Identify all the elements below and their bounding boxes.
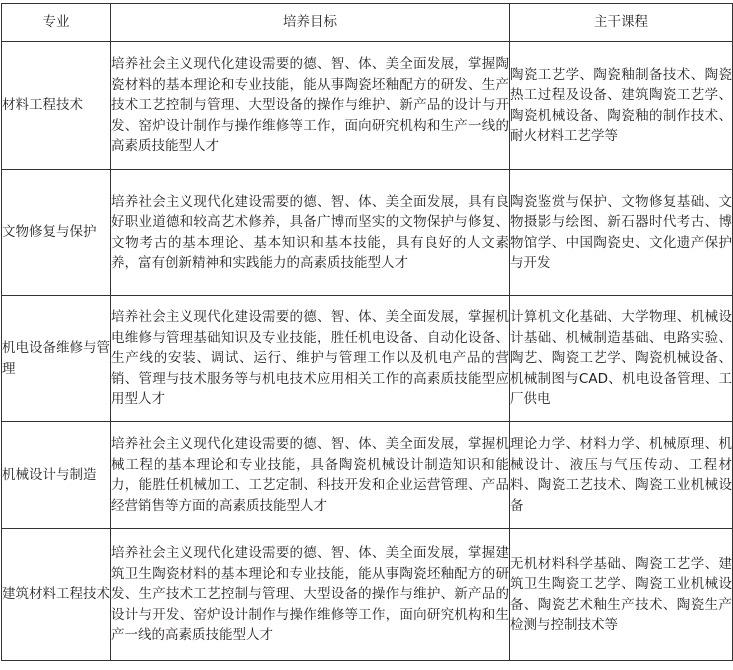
major-cell: 文物修复与保护: [2, 170, 111, 296]
header-major: 专业: [2, 4, 111, 42]
goal-cell: [111, 42, 510, 170]
major-cell: 建筑材料工程技术: [2, 529, 111, 661]
goal-cell: [111, 170, 510, 296]
courses-cell: [510, 170, 733, 296]
goal-cell: [111, 422, 510, 529]
goal-text: 培养社会主义现代化建设需要的德、智、体、美全面发展，掌握机械工程的基本理论和专业技能，具备陶瓷机械设计制造知识和能力，能胜任机械加工、工艺定制、科技开发和企业运营管理、产品经营销售等方面的高素质技能型人才: [111, 436, 509, 514]
courses-cell: [510, 529, 733, 661]
courses-text: 计算机文化基础、大学物理、机械设计基础、机械制造基础、电路实验、陶艺、陶瓷工艺学、陶瓷机械设备、机械制图与CAD、机电设备管理、工厂供电: [510, 309, 732, 408]
goal-text: 培养社会主义现代化建设需要的德、智、体、美全面发展，具有良好职业道德和较高艺术修养，具备广博而坚实的文物保护与修复、文物考古的基本理论、基本知识和基本技能，具有良好的人文素养，富有创新精神和实践能力的高素质技能型人才: [111, 193, 509, 271]
table-row: [2, 296, 733, 422]
table-row: [2, 422, 733, 529]
table-row: [2, 170, 733, 296]
goal-cell: [111, 529, 510, 661]
goal-text: 培养社会主义现代化建设需要的德、智、体、美全面发展，掌握陶瓷材料的基本理论和专业技能，能从事陶瓷坯釉配方的研发、生产技术工艺控制与管理、大型设备的操作与维护、新产品的设计与开发、窑炉设计制作与操作维修等工作，面向研究机构和生产一线的高素质技能型人才: [111, 56, 509, 155]
courses-text: 陶瓷鉴赏与保护、文物修复基础、文物摄影与绘图、新石器时代考古、博物馆学、中国陶瓷史、文化遗产保护与开发: [510, 193, 732, 271]
major-cell: 机械设计与制造: [2, 422, 111, 529]
table-row: [2, 529, 733, 661]
major-cell: 材料工程技术: [2, 42, 111, 170]
major-cell: 机电设备维修与管理: [2, 296, 111, 422]
header-goal: 培养目标: [111, 4, 510, 42]
goal-text: 培养社会主义现代化建设需要的德、智、体、美全面发展，掌握建筑卫生陶瓷材料的基本理论和专业技能，能从事陶瓷坯釉配方的研发、生产技术工艺控制与管理、大型设备的操作与维护、新产品的设计与开发、窑炉设计制作与操作维修等工作，面向研究机构和生产一线的高素质技能型人才: [111, 545, 509, 644]
table-header-row: [2, 4, 733, 42]
courses-cell: [510, 296, 733, 422]
curriculum-table: [1, 3, 733, 661]
header-courses: 主干课程: [510, 4, 733, 42]
courses-cell: [510, 42, 733, 170]
courses-text: 理论力学、材料力学、机械原理、机械设计、液压与气压传动、工程材料、陶瓷工艺技术、陶瓷工业机械设备: [510, 436, 732, 514]
courses-cell: [510, 422, 733, 529]
table-row: [2, 42, 733, 170]
courses-text: 陶瓷工艺学、陶瓷釉制备技术、陶瓷热工过程及设备、建筑陶瓷工艺学、陶瓷机械设备、陶瓷釉的制作技术、耐火材料工艺学等: [510, 66, 732, 144]
courses-text: 无机材料科学基础、陶瓷工艺学、建筑卫生陶瓷工艺学、陶瓷工业机械设备、陶瓷艺术釉生产技术、陶瓷生产检测与控制技术等: [510, 555, 732, 633]
goal-cell: [111, 296, 510, 422]
goal-text: 培养社会主义现代化建设需要的德、智、体、美全面发展，掌握机电维修与管理基础知识及专业技能，胜任机电设备、自动化设备、生产线的安装、调试、运行、维护与管理工作以及机电产品的营销、管理与技术服务等与机电技术应用相关工作的高素质技能型应用型人才: [111, 309, 509, 408]
